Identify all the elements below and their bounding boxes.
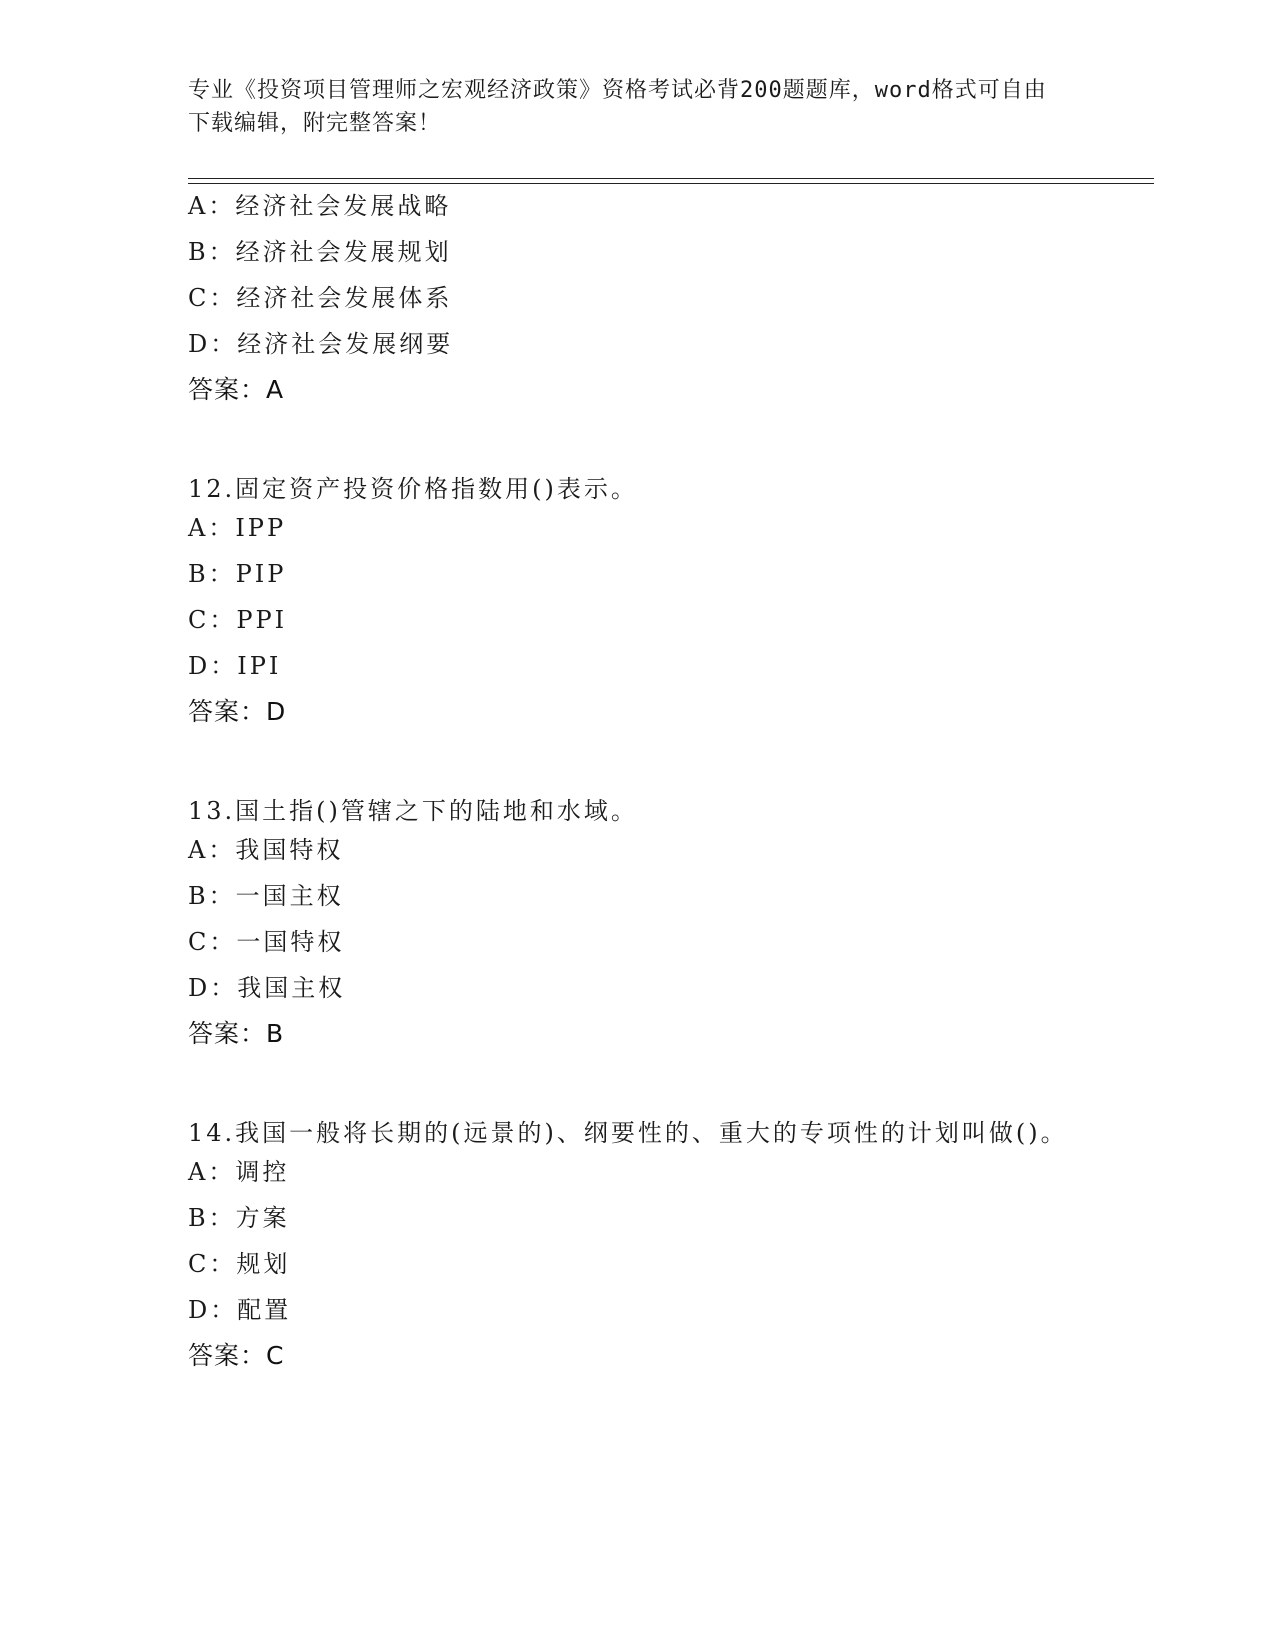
- option-a: A：调控: [188, 1158, 290, 1186]
- option-b: B：PIP: [188, 560, 287, 588]
- document-header: 专业《投资项目管理师之宏观经济政策》资格考试必背200题题库，word格式可自由下载编辑，附完整答案！: [188, 78, 1047, 136]
- answer-line: 答案：B: [188, 1019, 285, 1048]
- option-d: D：配置: [188, 1296, 292, 1324]
- question-text: 13.国土指()管辖之下的陆地和水域。: [188, 797, 638, 825]
- option-c: C：PPI: [188, 606, 288, 634]
- option-a: A：我国特权: [188, 836, 344, 864]
- question-text: 14.我国一般将长期的(远景的)、纲要性的、重大的专项性的计划叫做()。: [188, 1119, 1068, 1147]
- option-c: C：一国特权: [188, 928, 345, 956]
- option-b: B：方案: [188, 1204, 290, 1232]
- question-block: [188, 466, 1088, 728]
- option-d: D：IPI: [188, 652, 282, 680]
- question-block: [188, 788, 1088, 1050]
- header-rule-top: [188, 178, 1154, 179]
- block-spacer: [188, 1064, 1088, 1110]
- option-a: A：经济社会发展战略: [188, 192, 452, 220]
- option-b: B：经济社会发展规划: [188, 238, 452, 266]
- question-block: [188, 190, 1088, 406]
- option-d: D：我国主权: [188, 974, 346, 1002]
- question-text: 12.固定资产投资价格指数用()表示。: [188, 475, 638, 503]
- answer-line: 答案：A: [188, 375, 285, 404]
- answer-line: 答案：C: [188, 1341, 285, 1370]
- option-a: A：IPP: [188, 514, 287, 542]
- header-rule-bottom: [188, 183, 1154, 184]
- option-c: C：经济社会发展体系: [188, 284, 453, 312]
- option-c: C：规划: [188, 1250, 291, 1278]
- block-spacer: [188, 742, 1088, 788]
- block-spacer: [188, 420, 1088, 466]
- option-b: B：一国主权: [188, 882, 344, 910]
- option-d: D：经济社会发展纲要: [188, 330, 454, 358]
- answer-line: 答案：D: [188, 697, 287, 726]
- question-list: [188, 190, 1088, 1386]
- question-block: [188, 1110, 1088, 1372]
